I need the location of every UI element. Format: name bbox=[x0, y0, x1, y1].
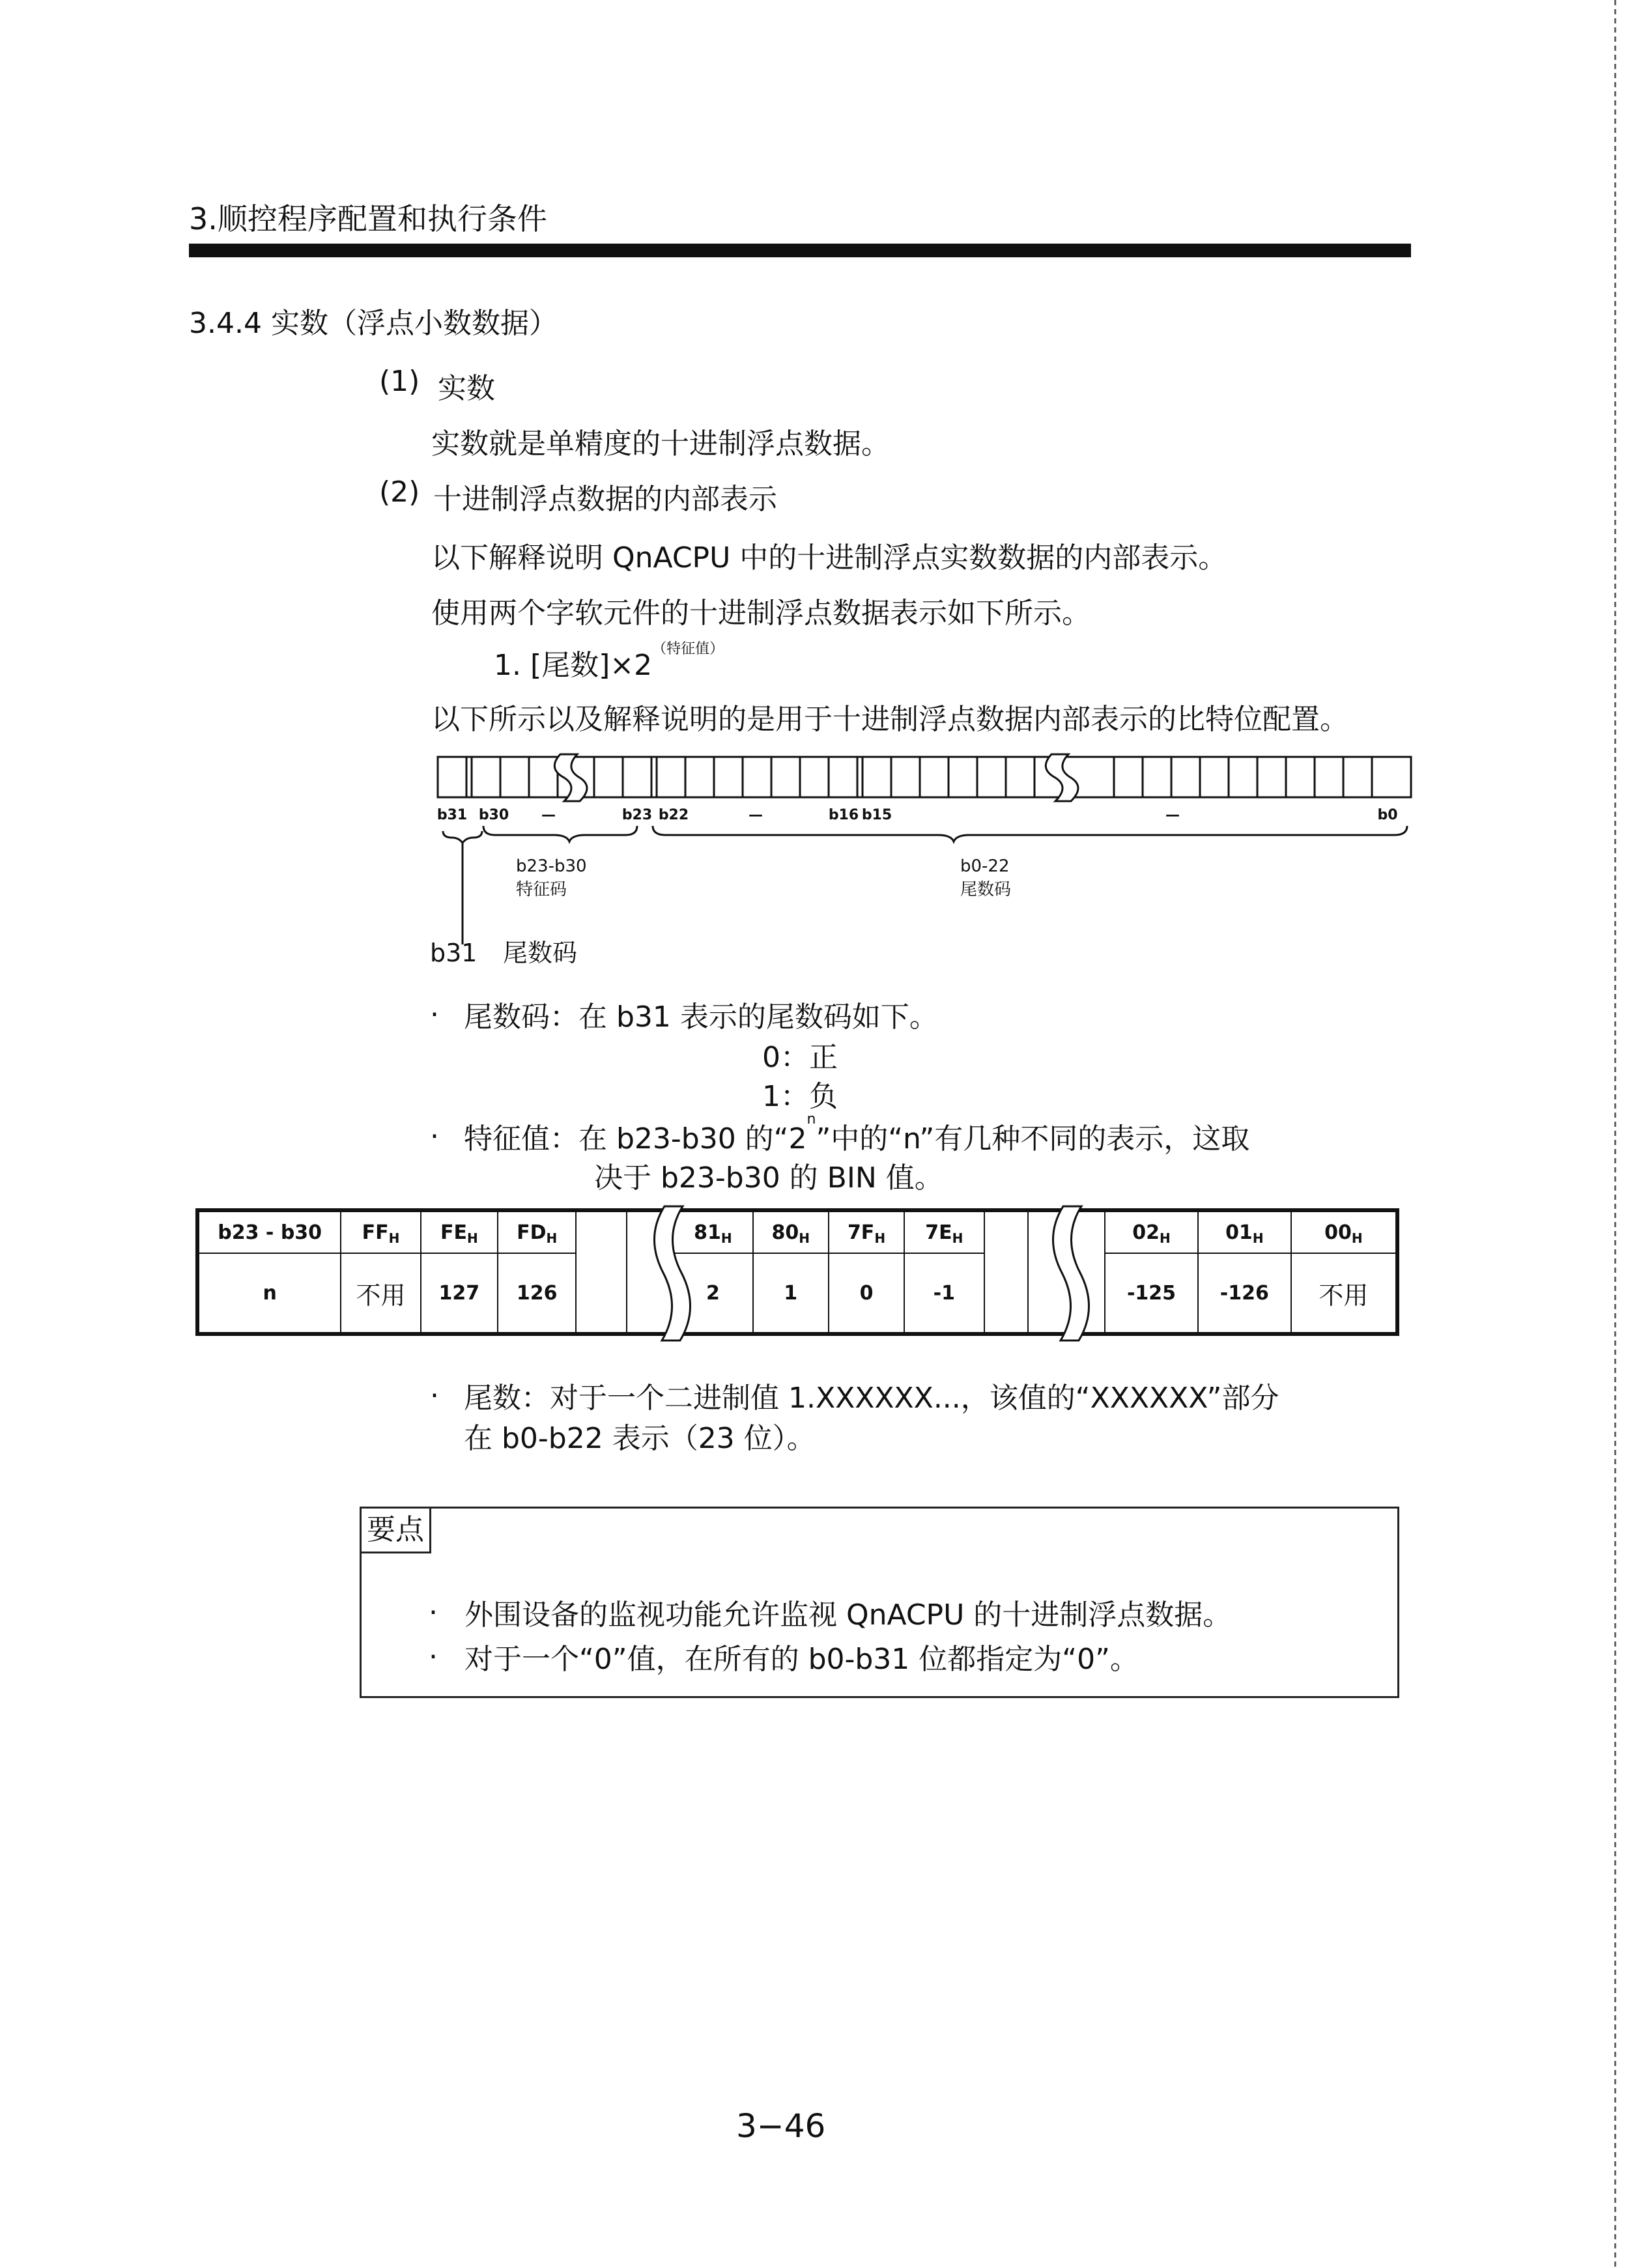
table-cell: 不用 bbox=[1291, 1253, 1397, 1334]
bit-label: b23 bbox=[621, 807, 653, 823]
item1-label: (1) bbox=[379, 365, 420, 398]
bit-label: — bbox=[1165, 807, 1180, 823]
table-cell: $7E_H$ bbox=[904, 1210, 984, 1253]
bit-label: — bbox=[749, 807, 763, 823]
sign-description: 尾数码：在 b31 表示的尾数码如下。 bbox=[464, 1000, 938, 1034]
exponent-sup: n bbox=[806, 1111, 816, 1127]
item2-line2: 使用两个字软元件的十进制浮点数据表示如下所示。 bbox=[431, 597, 1091, 630]
bit-layout-diagram bbox=[430, 749, 1420, 984]
table-break-marks bbox=[195, 1205, 1407, 1342]
sign-value-0: 0：正 bbox=[762, 1041, 838, 1074]
exponent-name: 特征码 bbox=[516, 880, 567, 900]
table-cell: 127 bbox=[421, 1253, 498, 1334]
note-item-2: 对于一个“0”值，在所有的 b0-b31 位都指定为“0”。 bbox=[464, 1643, 1139, 1676]
item1-text: 实数就是单精度的十进制浮点数据。 bbox=[431, 427, 890, 461]
item2-line3: 以下所示以及解释说明的是用于十进制浮点数据内部表示的比特位配置。 bbox=[431, 703, 1348, 736]
bullet-dot: . bbox=[429, 1632, 438, 1666]
formula-exponent: （特征值） bbox=[652, 641, 724, 657]
table-cell: $81_H$ bbox=[673, 1210, 752, 1253]
bullet-dot: . bbox=[430, 1371, 439, 1404]
bit-label: b16 bbox=[828, 807, 859, 823]
bullet-dot: . bbox=[429, 1588, 438, 1621]
formula bbox=[494, 642, 724, 683]
table-cell: -126 bbox=[1198, 1253, 1291, 1334]
table-cell: $80_H$ bbox=[753, 1210, 829, 1253]
mantissa-name: 尾数码 bbox=[960, 880, 1012, 900]
bit-label: b0 bbox=[1377, 807, 1398, 823]
note-label: 要点 bbox=[362, 1509, 431, 1553]
table-cell: 126 bbox=[498, 1253, 576, 1334]
table-cell: 0 bbox=[829, 1253, 904, 1334]
table-cell: $FF_H$ bbox=[341, 1210, 420, 1253]
table-cell: 1 bbox=[753, 1253, 829, 1334]
note-box bbox=[360, 1507, 1399, 1698]
page-edge-line bbox=[1614, 0, 1616, 2268]
table-cell: $00_H$ bbox=[1291, 1210, 1397, 1253]
item2-line1: 以下解释说明 QnACPU 中的十进制浮点实数数据的内部表示。 bbox=[431, 541, 1227, 574]
mantissa-description: 尾数：对于一个二进制值 1.XXXXXX...，该值的“XXXXXX”部分 bbox=[464, 1382, 1279, 1415]
section-heading: 3.4.4 实数（浮点小数数据） bbox=[189, 307, 558, 340]
item1-title: 实数 bbox=[438, 372, 495, 405]
table-cell: $7F_H$ bbox=[829, 1210, 904, 1253]
bit-label: — bbox=[541, 807, 556, 823]
table-cell: $FE_H$ bbox=[421, 1210, 498, 1253]
item2-label: (2) bbox=[379, 475, 420, 509]
bit-label: b30 bbox=[478, 807, 509, 823]
sign-value-1: 1：负 bbox=[762, 1080, 838, 1113]
sign-bit-name: 尾数码 bbox=[503, 939, 578, 967]
bit-label: b31 bbox=[436, 807, 468, 823]
sign-bit-label: b31 bbox=[430, 939, 478, 967]
exponent-description bbox=[464, 1111, 1250, 1157]
note-item-1: 外围设备的监视功能允许监视 QnACPU 的十进制浮点数据。 bbox=[464, 1598, 1232, 1632]
mantissa-range: b0-22 bbox=[960, 857, 1010, 876]
exponent-range: b23-b30 bbox=[516, 857, 587, 876]
table-cell: b23 - b30 bbox=[197, 1210, 341, 1253]
page-number: 3−46 bbox=[736, 2107, 826, 2145]
table-cell: $01_H$ bbox=[1198, 1210, 1291, 1253]
exponent-description-line2: 决于 b23-b30 的 BIN 值。 bbox=[594, 1161, 943, 1195]
item2-title: 十进制浮点数据的内部表示 bbox=[433, 483, 777, 516]
bit-label: b15 bbox=[861, 807, 892, 823]
table-cell: -125 bbox=[1105, 1253, 1198, 1334]
exponent-text-a: 特征值：在 b23-b30 的“2 bbox=[464, 1122, 807, 1155]
table-cell: $FD_H$ bbox=[498, 1210, 576, 1253]
table-cell: 不用 bbox=[341, 1253, 420, 1334]
exponent-text-b: ”中的“n”有几种不同的表示，这取 bbox=[816, 1122, 1250, 1155]
table-cell: $02_H$ bbox=[1105, 1210, 1198, 1253]
formula-main: 1. [尾数]×2 bbox=[494, 649, 653, 682]
bullet-dot: . bbox=[430, 1112, 439, 1145]
table-cell: n bbox=[197, 1253, 341, 1334]
table-cell: -1 bbox=[904, 1253, 984, 1334]
table-cell: 2 bbox=[673, 1253, 752, 1334]
bit-label: b22 bbox=[658, 807, 689, 823]
header-rule bbox=[189, 244, 1411, 257]
bullet-dot: . bbox=[430, 990, 439, 1023]
mantissa-description-line2: 在 b0-b22 表示（23 位）。 bbox=[464, 1422, 816, 1455]
chapter-title: 3.顺控程序配置和执行条件 bbox=[189, 201, 547, 236]
